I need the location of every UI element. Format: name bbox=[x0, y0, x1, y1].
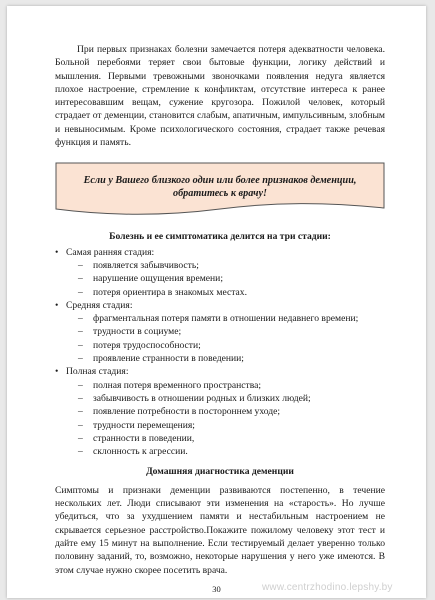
callout-line-2: обратитесь к врачу! bbox=[172, 188, 267, 200]
symptom-item bbox=[55, 432, 385, 445]
symptom-text: фрагментальная потеря памяти в отношении недавнего времени; bbox=[93, 313, 359, 325]
symptom-text: появляется забывчивость; bbox=[93, 259, 199, 271]
dash-icon: – bbox=[78, 326, 83, 338]
stage-name: Средняя стадия: bbox=[66, 299, 133, 311]
symptom-item bbox=[55, 445, 385, 458]
symptom-item bbox=[55, 312, 385, 325]
stage-item bbox=[55, 246, 385, 259]
symptom-item bbox=[55, 379, 385, 392]
dash-icon: – bbox=[78, 353, 83, 365]
dash-icon: – bbox=[78, 259, 83, 271]
symptom-item bbox=[55, 325, 385, 338]
symptom-text: склонность к агрессии. bbox=[93, 446, 188, 458]
dash-icon: – bbox=[78, 406, 83, 418]
symptom-item bbox=[55, 272, 385, 285]
dash-icon: – bbox=[78, 432, 83, 444]
stages-list bbox=[55, 246, 385, 459]
symptom-item bbox=[55, 419, 385, 432]
dash-icon: – bbox=[78, 313, 83, 325]
dash-icon: – bbox=[78, 379, 83, 391]
bullet-icon: • bbox=[55, 366, 59, 378]
dash-icon: – bbox=[78, 339, 83, 351]
stages-heading: Болезнь и ее симптоматика делится на три стадии: bbox=[109, 231, 331, 243]
symptom-text: трудности в социуме; bbox=[93, 326, 182, 338]
intro-paragraph: При первых признаках болезни замечается потеря адекватности человека. Больной перебоями теряет свои бытовые функции, логику действий и мышления. Первыми тревожными звоночками появления недуга является плохое настроение, стремление к конфликтам, отсутствие интереса к ранее интересовавшим вещам, сужение кругозора. Пожилой человек, который страдает от деменции, становится слабым, апатичным, импульсивным, злобным и невыносимым. Кроме психологического состояния, страдает также речевая функция и память. bbox=[55, 44, 385, 149]
symptom-text: трудности перемещения; bbox=[93, 419, 195, 431]
stage-item bbox=[55, 365, 385, 378]
symptom-text: потеря трудоспособности; bbox=[93, 339, 201, 351]
symptom-item bbox=[55, 259, 385, 272]
dash-icon: – bbox=[78, 286, 83, 298]
document-page bbox=[7, 6, 426, 598]
symptom-item bbox=[55, 392, 385, 405]
symptom-text: странности в поведении, bbox=[93, 432, 195, 444]
stage-name: Полная стадия: bbox=[66, 366, 129, 378]
callout-line-1: Если у Вашего близкого один или более признаков деменции, bbox=[83, 174, 357, 186]
dash-icon: – bbox=[78, 273, 83, 285]
dash-icon: – bbox=[78, 446, 83, 458]
dash-icon: – bbox=[78, 392, 83, 404]
bullet-icon: • bbox=[55, 299, 59, 311]
page-content bbox=[55, 43, 385, 577]
callout-box bbox=[55, 162, 385, 218]
diagnostics-heading: Домашняя диагностика деменции bbox=[146, 466, 294, 478]
symptom-item bbox=[55, 352, 385, 365]
bullet-icon: • bbox=[55, 246, 59, 258]
symptom-item bbox=[55, 339, 385, 352]
symptom-text: потеря ориентира в знакомых местах. bbox=[93, 286, 247, 298]
dash-icon: – bbox=[78, 419, 83, 431]
diagnostics-paragraph: Симптомы и признаки деменции развиваются постепенно, в течение нескольких лет. Люди списывают эти изменения на «старость». Но лучше убедиться, что за ухудшением памяти и нестабильным настроением не скрывается серьезное расстройство.Покажите пожилому человеку этот тест и дайте ему 15 минут на выполнение. Если тестируемый делает уверенно только половину заданий, то, возможно, некоторые нарушения у него уже имеются. В этом случае нужно скорее посетить врача. bbox=[55, 484, 385, 576]
symptom-item bbox=[55, 286, 385, 299]
symptom-text: появление потребности в постороннем уходе; bbox=[93, 406, 281, 418]
page-number: 30 bbox=[212, 584, 221, 594]
stage-item bbox=[55, 299, 385, 312]
symptom-text: полная потеря временного пространства; bbox=[93, 379, 262, 391]
symptom-text: забывчивость в отношении родных и близких людей; bbox=[93, 392, 311, 404]
stage-name: Самая ранняя стадия: bbox=[66, 246, 155, 258]
symptom-text: нарушение ощущения времени; bbox=[93, 273, 223, 285]
watermark: www.centrzhodino.lepshy.by bbox=[262, 582, 393, 593]
symptom-item bbox=[55, 405, 385, 418]
callout-text bbox=[55, 162, 385, 212]
symptom-text: проявление странности в поведении; bbox=[93, 353, 244, 365]
